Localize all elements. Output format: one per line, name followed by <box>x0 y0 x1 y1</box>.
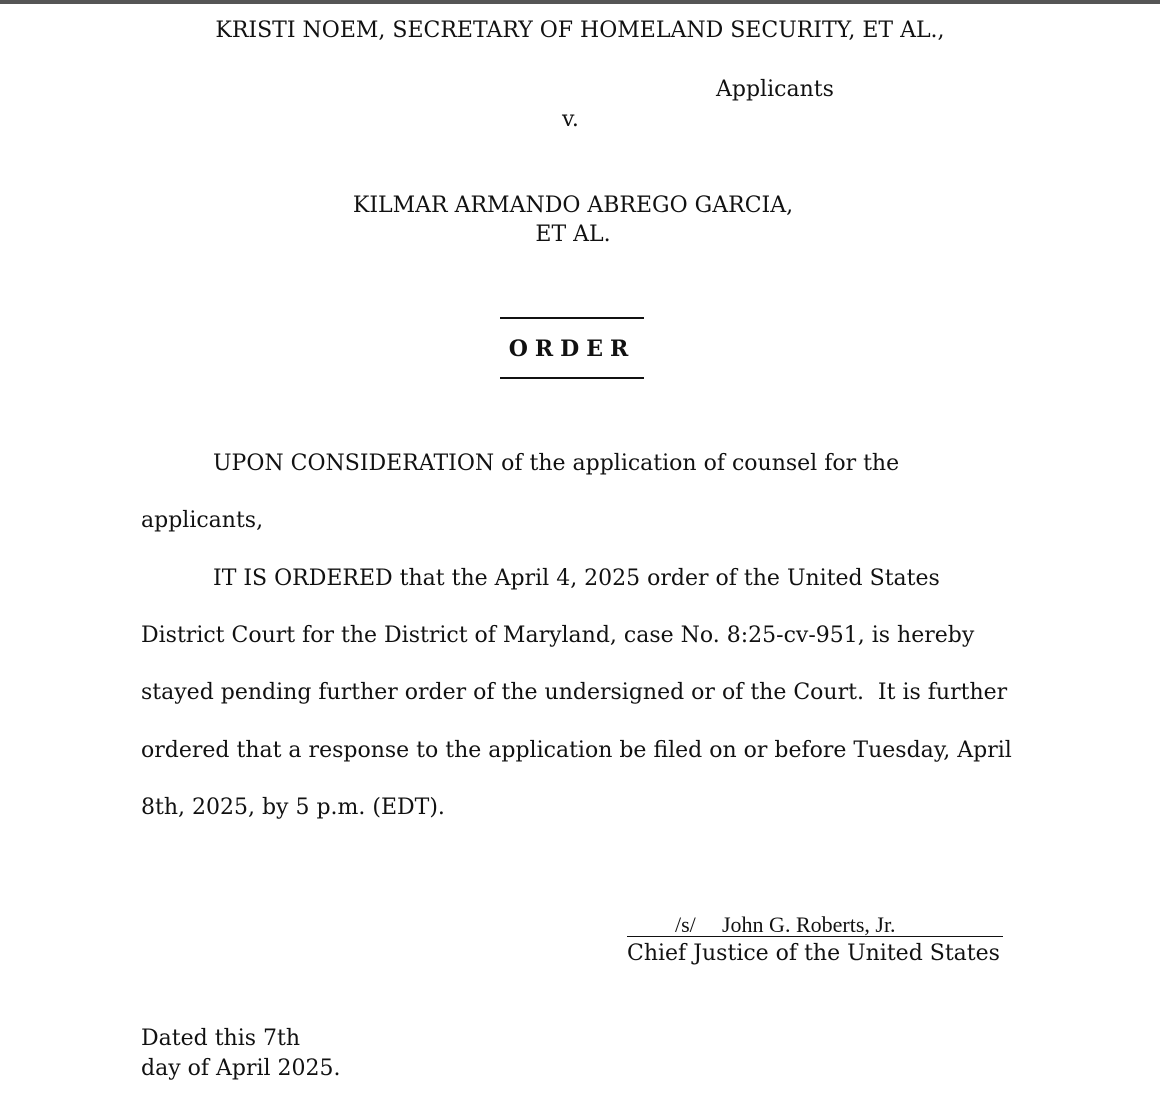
signature-name: John G. Roberts, Jr. <box>722 912 896 937</box>
signature-title: Chief Justice of the United States <box>627 941 1000 966</box>
order-rule-top <box>500 317 644 319</box>
body-line-3: IT IS ORDERED that the April 4, 2025 order of the United States <box>213 566 940 591</box>
dated-line-2: day of April 2025. <box>141 1056 341 1081</box>
body-line-7: 8th, 2025, by 5 p.m. (EDT). <box>141 795 445 820</box>
dated-line-1: Dated this 7th <box>141 1026 301 1051</box>
body-line-6: ordered that a response to the application be filed on or before Tuesday, April <box>141 738 1012 763</box>
applicants-label: Applicants <box>716 77 834 102</box>
signature-line <box>627 914 1003 937</box>
body-line-4: District Court for the District of Maryland, case No. 8:25-cv-951, is hereby <box>141 623 975 648</box>
body-line-1: UPON CONSIDERATION of the application of counsel for the <box>213 451 900 476</box>
body-line-2: applicants, <box>141 508 264 533</box>
versus: v. <box>562 107 579 132</box>
order-rule-bottom <box>500 377 644 379</box>
signature-marker: /s/ <box>675 912 696 937</box>
order-title: ORDER <box>508 336 636 362</box>
top-border <box>0 0 1160 4</box>
respondents-line-1: KILMAR ARMANDO ABREGO GARCIA, <box>352 193 794 218</box>
respondents-line-2: ET AL. <box>535 222 611 247</box>
applicants-party: KRISTI NOEM, SECRETARY OF HOMELAND SECURITY, ET AL., <box>215 18 945 43</box>
body-line-5: stayed pending further order of the undersigned or of the Court. It is further <box>141 680 1008 705</box>
